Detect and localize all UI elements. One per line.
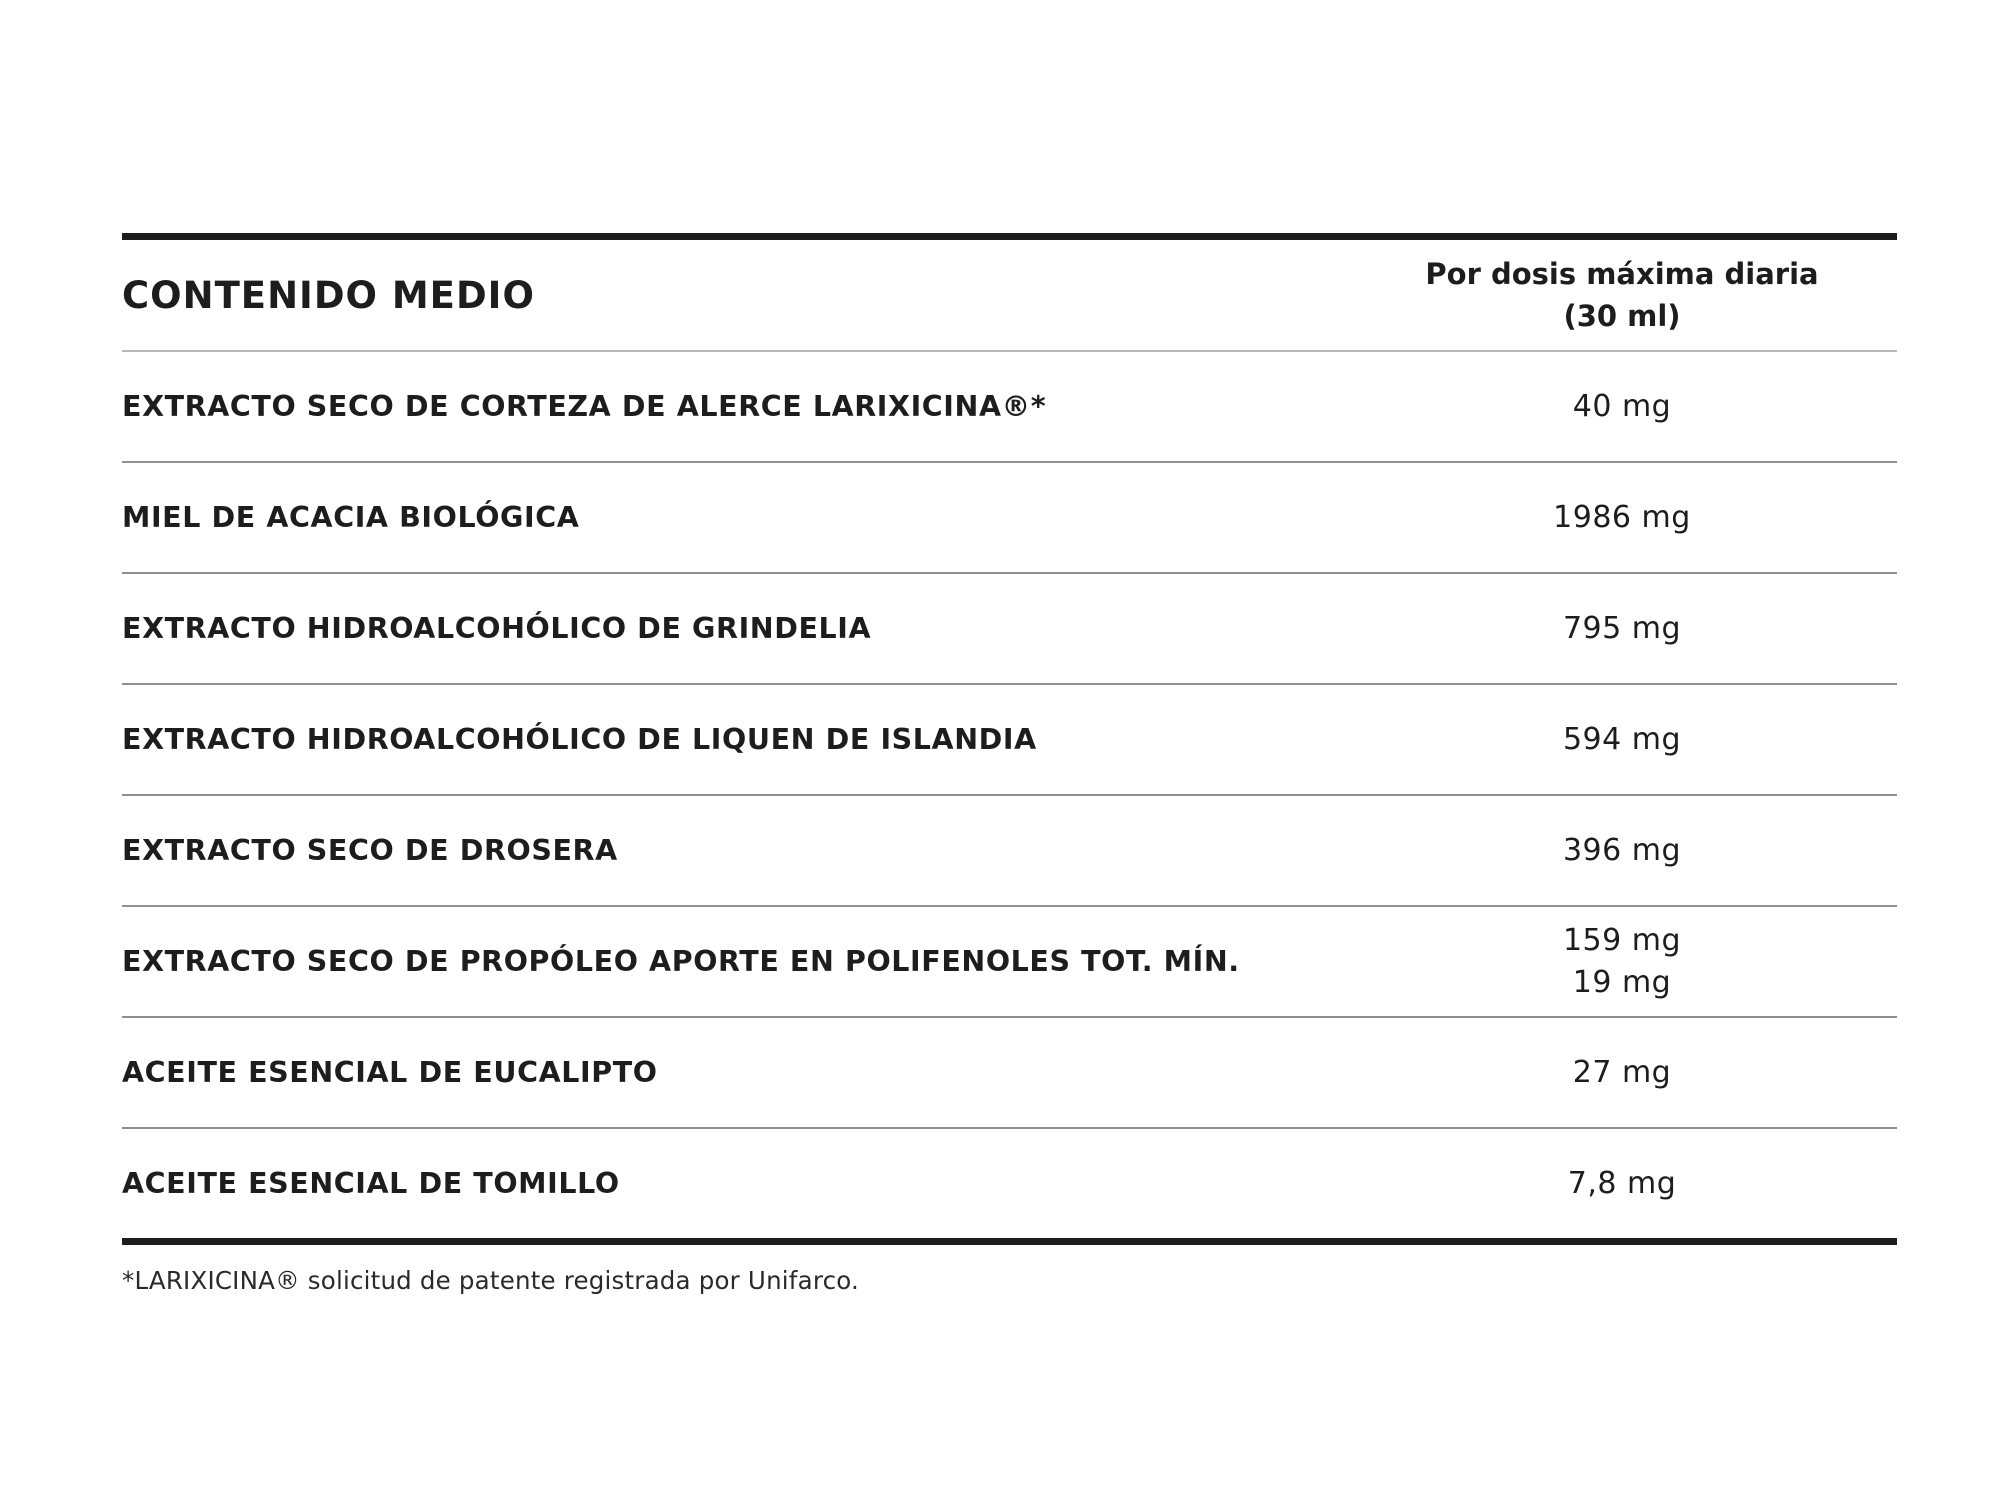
ingredient-name: EXTRACTO SECO DE PROPÓLEO APORTE EN POLIFENOLES TOT. MÍN. — [122, 945, 1240, 978]
header-content-label: CONTENIDO MEDIO — [122, 273, 535, 317]
patent-footnote: *LARIXICINA® solicitud de patente registrada por Unifarco. — [122, 1266, 859, 1295]
ingredient-name: EXTRACTO HIDROALCOHÓLICO DE GRINDELIA — [122, 612, 872, 645]
amount-value: 159 mg — [1562, 922, 1682, 958]
ingredient-amount — [1347, 1052, 1897, 1094]
ingredient-name: ACEITE ESENCIAL DE TOMILLO — [122, 1167, 620, 1200]
ingredient-name: EXTRACTO SECO DE DROSERA — [122, 834, 618, 867]
amount-value-secondary: 19 mg — [1572, 964, 1672, 1000]
table-row — [122, 1018, 1897, 1129]
ingredient-amount — [1347, 386, 1897, 428]
table-row — [122, 463, 1897, 574]
table-row — [122, 574, 1897, 685]
ingredient-name: ACEITE ESENCIAL DE EUCALIPTO — [122, 1056, 658, 1089]
amount-value: 1986 mg — [1553, 499, 1691, 535]
ingredient-amount — [1347, 920, 1897, 1004]
ingredient-amount — [1347, 1163, 1897, 1205]
table-row — [122, 796, 1897, 907]
amount-value: 396 mg — [1562, 832, 1682, 868]
table-row — [122, 1129, 1897, 1238]
table-row — [122, 907, 1897, 1018]
header-dose-line2: (30 ml) — [1563, 299, 1681, 333]
composition-table — [122, 233, 1897, 1245]
amount-value: 594 mg — [1562, 721, 1682, 757]
amount-value: 7,8 mg — [1567, 1165, 1677, 1201]
header-dose-line1: Por dosis máxima diaria — [1425, 257, 1819, 291]
ingredient-amount — [1347, 719, 1897, 761]
ingredient-name: MIEL DE ACACIA BIOLÓGICA — [122, 501, 580, 534]
amount-value: 795 mg — [1562, 610, 1682, 646]
ingredient-amount — [1347, 830, 1897, 872]
table-body — [122, 352, 1897, 1238]
header-dose-label — [1347, 253, 1897, 337]
table-row — [122, 685, 1897, 796]
amount-value: 27 mg — [1572, 1054, 1672, 1090]
table-row — [122, 352, 1897, 463]
table-header — [122, 240, 1897, 352]
ingredient-name: EXTRACTO HIDROALCOHÓLICO DE LIQUEN DE ISLANDIA — [122, 723, 1037, 756]
table-top-rule — [122, 233, 1897, 240]
ingredient-name: EXTRACTO SECO DE CORTEZA DE ALERCE LARIXICINA®* — [122, 390, 1047, 423]
ingredient-amount — [1347, 497, 1897, 539]
table-bottom-rule — [122, 1238, 1897, 1245]
amount-value: 40 mg — [1572, 388, 1672, 424]
ingredient-amount — [1347, 608, 1897, 650]
